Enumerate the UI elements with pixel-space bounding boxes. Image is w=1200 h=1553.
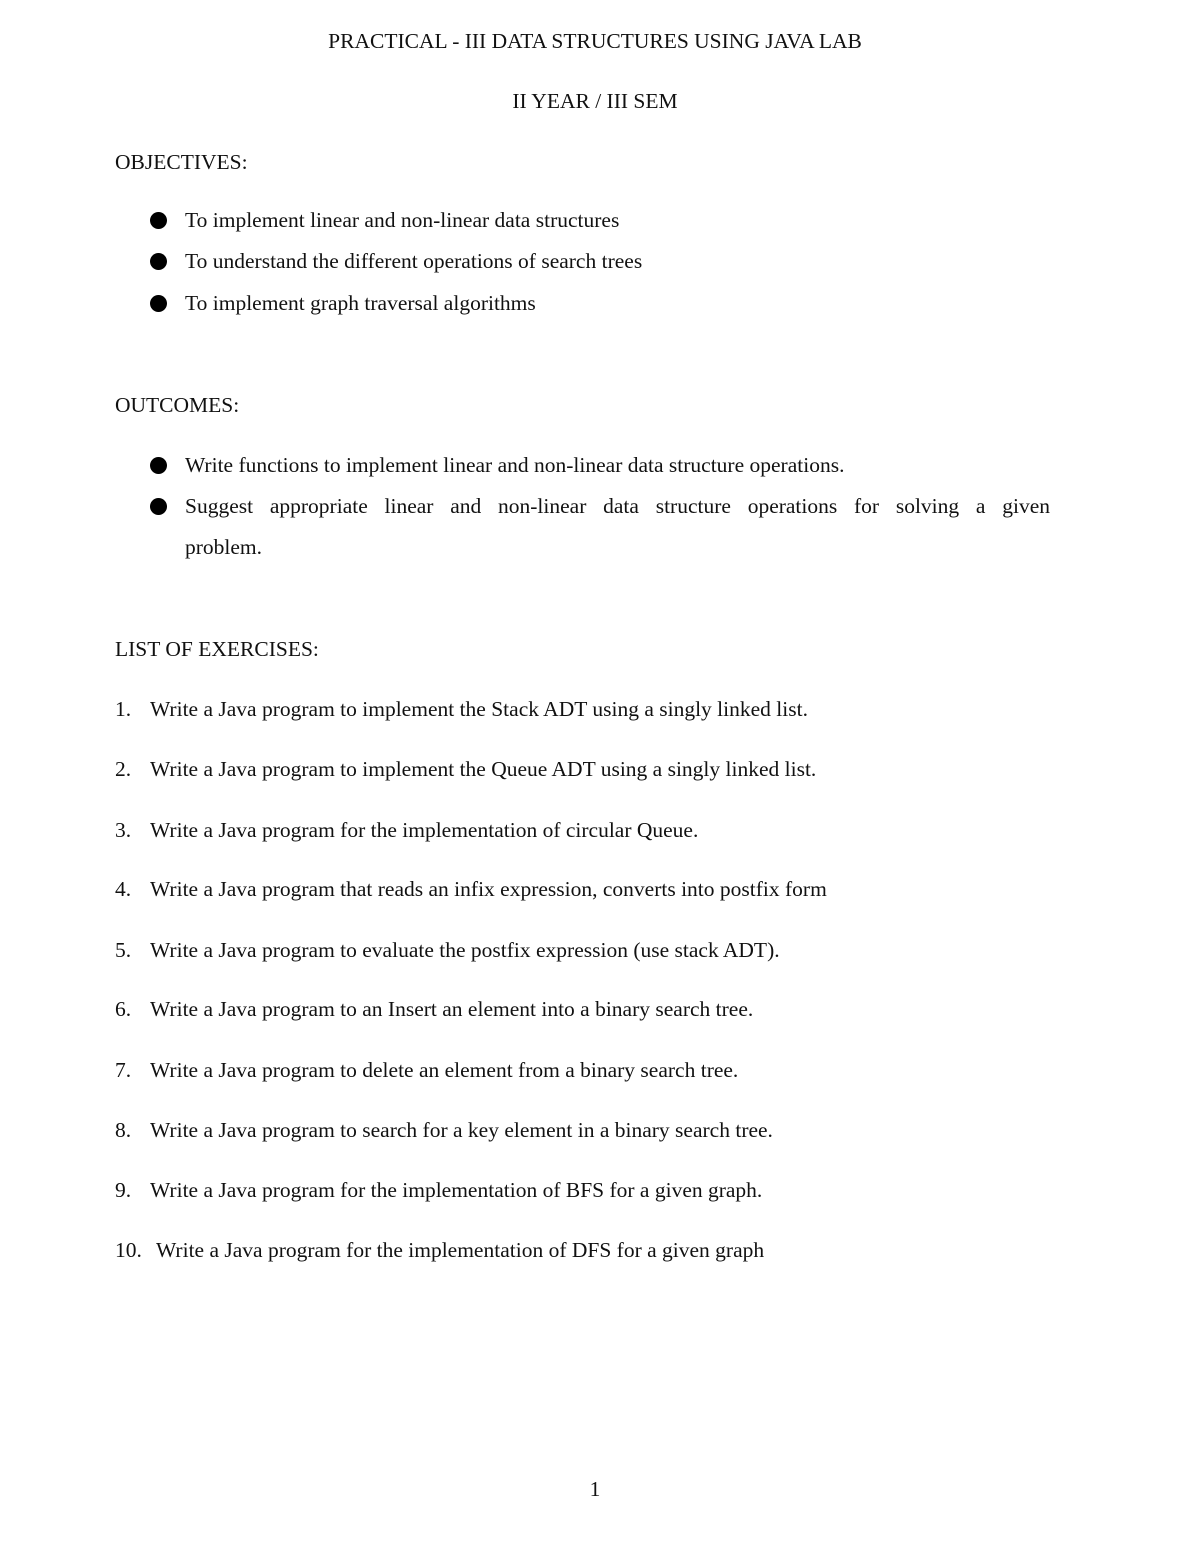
objective-text: To implement linear and non-linear data structures xyxy=(185,208,620,232)
bullet-icon xyxy=(150,498,167,515)
exercise-number: 2. xyxy=(115,757,132,781)
exercise-text: Write a Java program to implement the Queue ADT using a singly linked list. xyxy=(150,757,817,781)
objectives-heading: OBJECTIVES: xyxy=(115,150,248,174)
exercise-item xyxy=(115,1236,764,1264)
exercise-text: Write a Java program to search for a key element in a binary search tree. xyxy=(150,1118,773,1142)
exercise-number: 6. xyxy=(115,997,132,1021)
document-subtitle: II YEAR / III SEM xyxy=(512,89,678,113)
bullet-icon xyxy=(150,212,167,229)
exercise-number: 4. xyxy=(115,877,132,901)
exercise-item xyxy=(115,695,808,723)
exercise-item xyxy=(115,1176,762,1204)
exercise-item xyxy=(115,936,780,964)
outcome-text xyxy=(185,486,1050,568)
page-number: 1 xyxy=(589,1477,601,1501)
exercise-number: 1. xyxy=(115,697,132,721)
exercise-text: Write a Java program for the implementation of BFS for a given graph. xyxy=(150,1178,763,1202)
document-title: PRACTICAL - III DATA STRUCTURES USING JAVA LAB xyxy=(328,29,862,53)
exercise-number: 7. xyxy=(115,1058,132,1082)
outcome-item xyxy=(150,486,1050,568)
exercise-text: Write a Java program for the implementation of DFS for a given graph xyxy=(156,1238,765,1262)
exercise-text: Write a Java program that reads an infix expression, converts into postfix form xyxy=(150,877,827,901)
exercise-text: Write a Java program to evaluate the postfix expression (use stack ADT). xyxy=(150,938,780,962)
outcome-text-line: Suggest appropriate linear and non-linear data structure operations for solving a given xyxy=(185,494,1050,518)
bullet-icon xyxy=(150,295,167,312)
bullet-icon xyxy=(150,253,167,270)
exercise-item xyxy=(115,1116,773,1144)
exercise-text: Write a Java program to delete an element from a binary search tree. xyxy=(150,1058,739,1082)
objective-text: To understand the different operations of search trees xyxy=(185,249,643,273)
outcome-text-line: problem. xyxy=(185,535,263,559)
outcomes-heading: OUTCOMES: xyxy=(115,393,240,417)
exercise-item xyxy=(115,755,816,783)
bullet-icon xyxy=(150,457,167,474)
exercises-heading: LIST OF EXERCISES: xyxy=(115,637,319,661)
outcome-text: Write functions to implement linear and non-linear data structure operations. xyxy=(185,453,845,477)
exercise-number: 5. xyxy=(115,938,132,962)
exercise-number: 9. xyxy=(115,1178,132,1202)
objective-text: To implement graph traversal algorithms xyxy=(185,291,536,315)
exercise-item xyxy=(115,1056,738,1084)
exercise-number: 3. xyxy=(115,818,132,842)
exercise-item xyxy=(115,816,698,844)
exercise-number: 10. xyxy=(115,1238,142,1262)
exercise-item xyxy=(115,995,753,1023)
exercise-text: Write a Java program to implement the Stack ADT using a singly linked list. xyxy=(150,697,808,721)
exercise-number: 8. xyxy=(115,1118,132,1142)
exercise-text: Write a Java program for the implementation of circular Queue. xyxy=(150,818,699,842)
exercise-item xyxy=(115,875,827,903)
exercise-text: Write a Java program to an Insert an element into a binary search tree. xyxy=(150,997,754,1021)
